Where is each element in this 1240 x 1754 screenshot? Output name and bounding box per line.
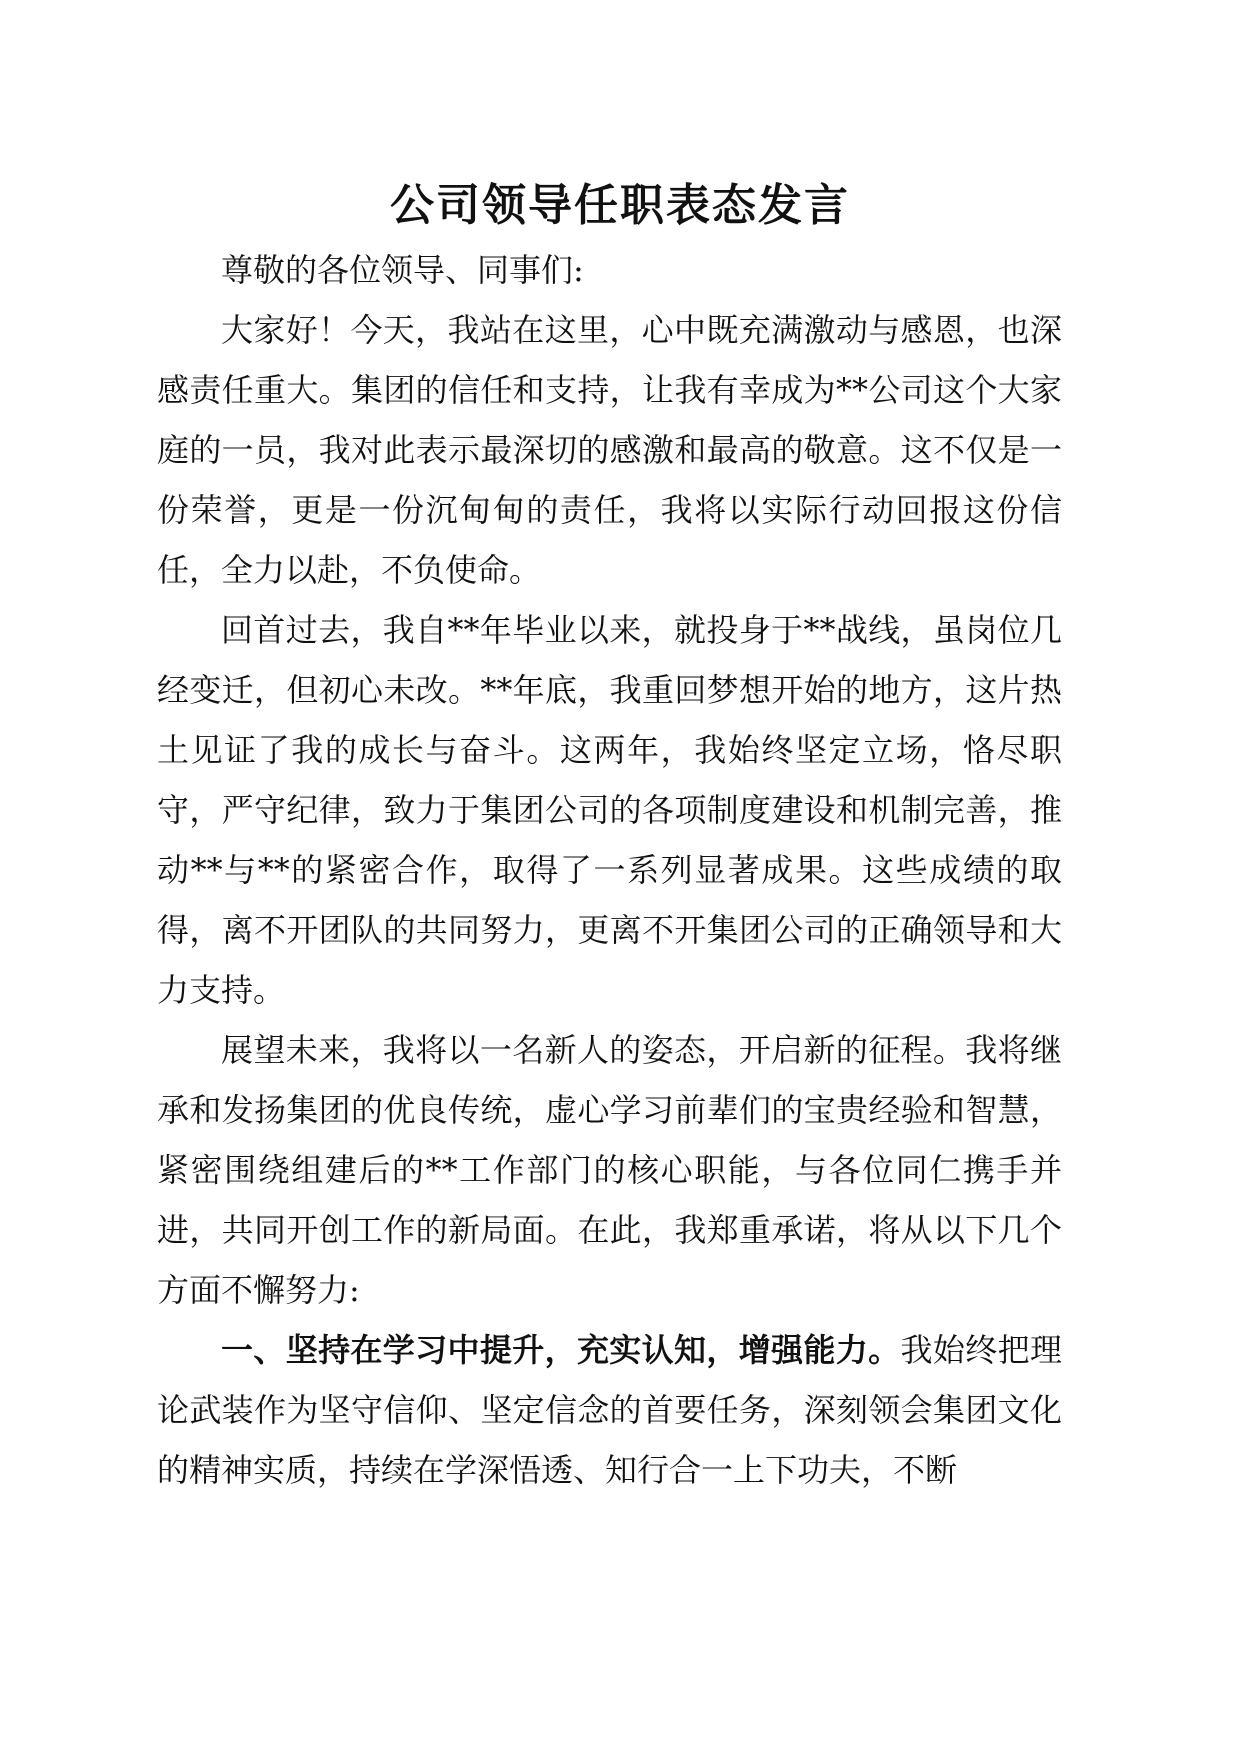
point-one-text: 我始终把理论武装作为坚守信仰、坚定信念的首要任务，深刻领会集团文化的精神实质，持续在学深悟透、知行合一上下功夫，不断 [157, 1331, 1062, 1489]
paragraph-outlook: 展望未来，我将以一名新人的姿态，开启新的征程。我将继承和发扬集团的优良传统，虚心学习前辈们的宝贵经验和智慧，紧密围绕组建后的**工作部门的核心职能，与各位同仁携手并进，共同开创工作的新局面。在此，我郑重承诺，将从以下几个方面不懈努力: [157, 1031, 1062, 1309]
point-one-heading: 一、坚持在学习中提升，充实认知，增强能力。 [221, 1331, 901, 1369]
paragraph-review: 回首过去，我自**年毕业以来，就投身于**战线，虽岗位几经变迁，但初心未改。**年底，我重回梦想开始的地方，这片热土见证了我的成长与奋斗。这两年，我始终坚定立场，恪尽职守，严守纪律，致力于集团公司的各项制度建设和机制完善，推动**与**的紧密合作，取得了一系列显著成果。这些成绩的取得，离不开团队的共同努力，更离不开集团公司的正确领导和大力支持。 [157, 611, 1062, 1009]
document-title: 公司领导任职表态发言 [390, 180, 850, 231]
document-body [157, 240, 1062, 1500]
salutation: 尊敬的各位领导、同事们: [221, 251, 584, 289]
paragraph-greeting: 大家好！今天，我站在这里，心中既充满激动与感恩，也深感责任重大。集团的信任和支持，让我有幸成为**公司这个大家庭的一员，我对此表示最深切的感激和最高的敬意。这不仅是一份荣誉，更是一份沉甸甸的责任，我将以实际行动回报这份信任，全力以赴，不负使命。 [157, 311, 1062, 589]
paragraph-point-one [157, 1320, 1062, 1500]
